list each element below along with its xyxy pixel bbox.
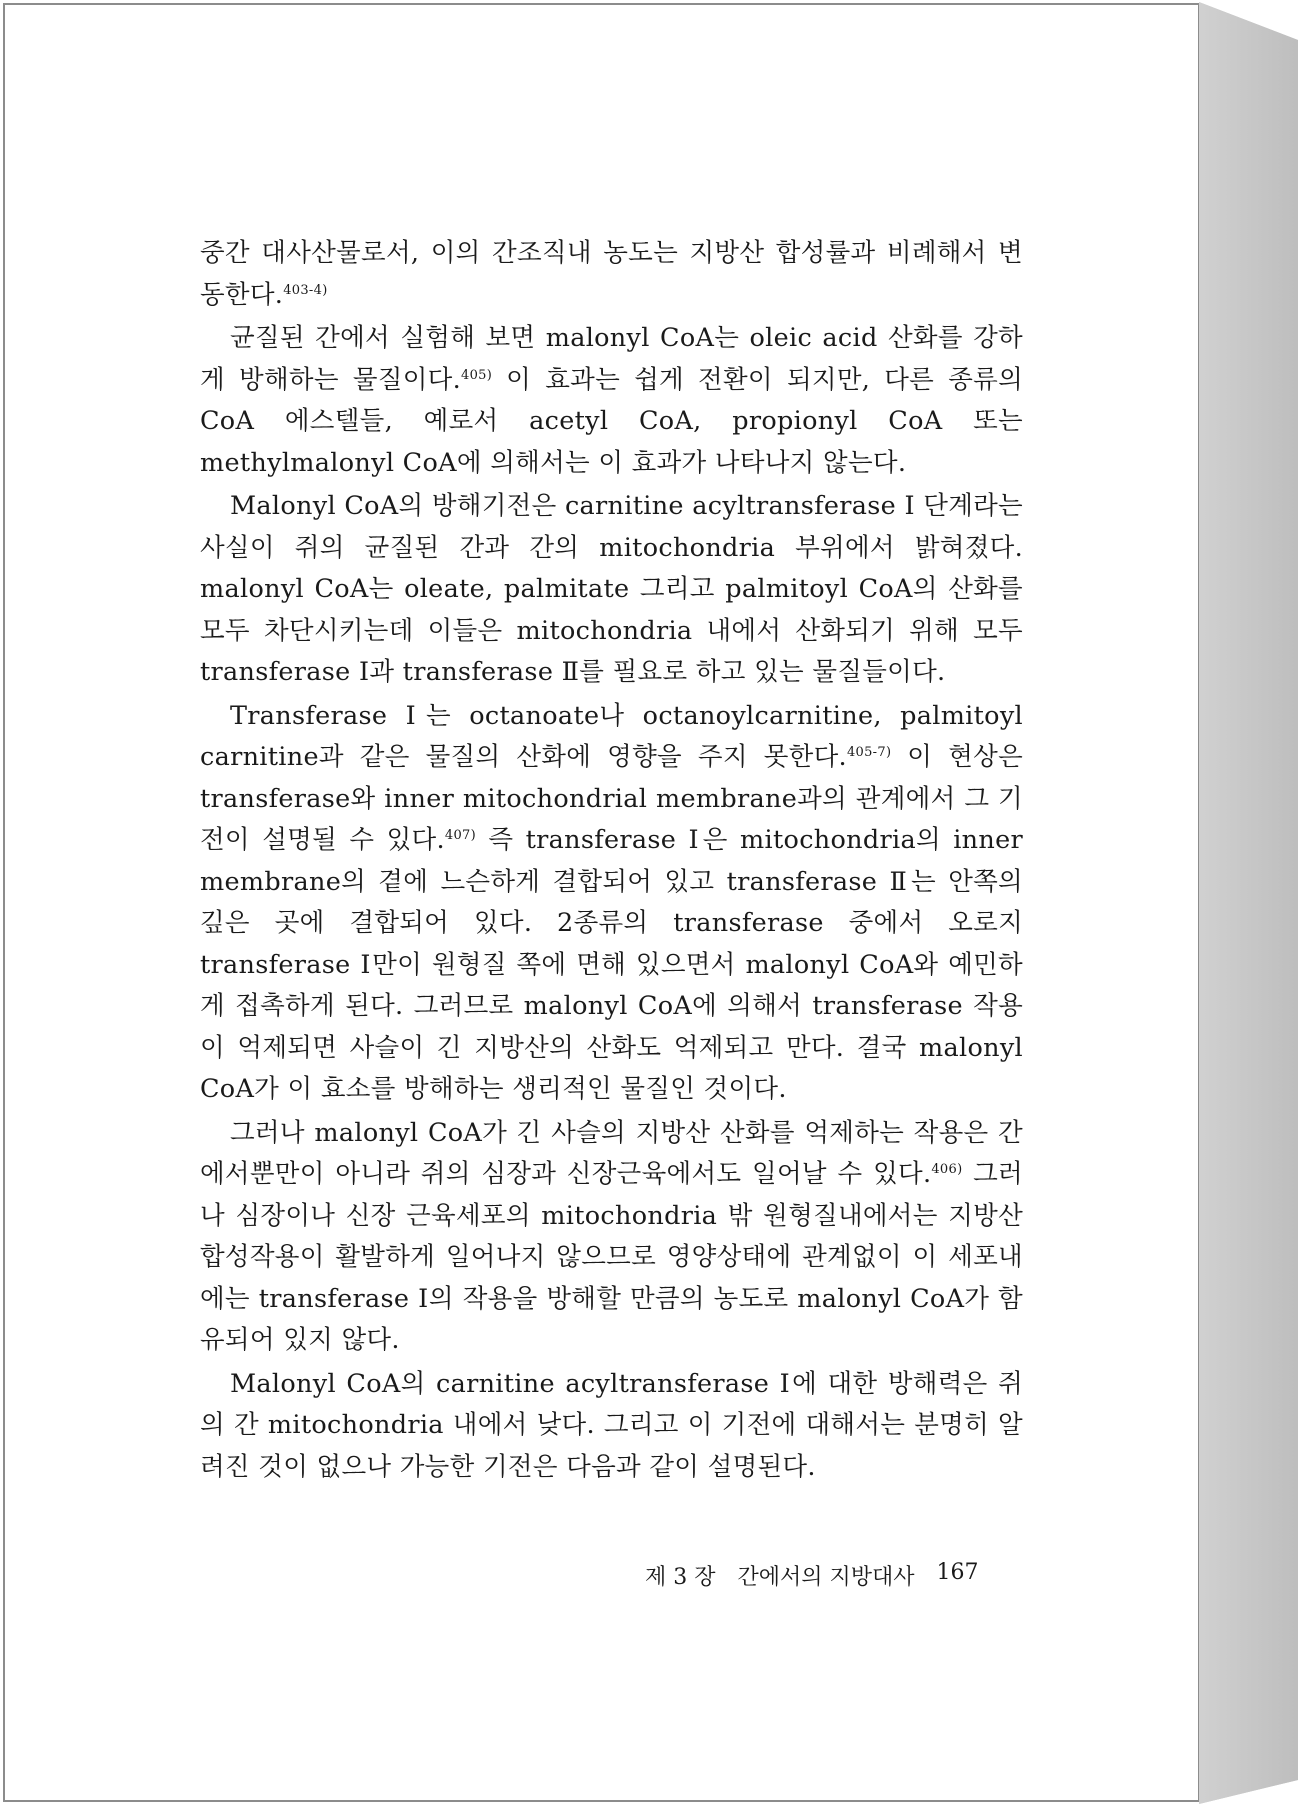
- page-number: 167: [936, 1560, 979, 1585]
- paragraph-4: Transferase Ⅰ는 octanoate나 octanoylcarnitine, palmitoyl carnitine과 같은 물질의 산화에 영향을 주지 못한다.$^{405-7)}$ 이 현상은 transferase와 inner mitochondrial membrane과의 관계에서 그 기전이 설명될 수 있다.$^{407)}$ 즉 transferase Ⅰ은 mitochondria의 inner membrane의 곁에 느슨하게 결합되어 있고 transferase Ⅱ는 안쪽의 깊은 곳에 결합되어 있다. 2종류의 transferase 중에서 오로지 transferase Ⅰ만이 원형질 쪽에 면해 있으면서 malonyl CoA와 예민하게 접촉하게 된다. 그러므로 malonyl CoA에 의해서 transferase 작용이 억제되면 사슬이 긴 지방산의 산화도 억제되고 만다. 결국 malonyl CoA가 이 효소를 방해하는 생리적인 물질인 것이다.: [200, 700, 1024, 1104]
- page-stack-shading: [1199, 0, 1298, 1806]
- page-footer: [645, 1560, 1025, 1591]
- paragraph-2: 균질된 간에서 실험해 보면 malonyl CoA는 oleic acid 산화를 강하게 방해하는 물질이다.$^{405)}$ 이 효과는 쉽게 전환이 되지만, 다른 종류의 CoA 에스텔들, 예로서 acetyl CoA, propionyl CoA 또는 methylmalonyl CoA에 의해서는 이 효과가 나타나지 않는다.: [200, 323, 1024, 478]
- body-text: [200, 233, 1023, 1490]
- reference-mark: 405): [461, 367, 493, 383]
- paragraph-1: 중간 대사산물로서, 이의 간조직내 농도는 지방산 합성률과 비례해서 변동한다.$^{403-4)}$: [200, 238, 1023, 310]
- reference-mark: 405-7): [846, 745, 892, 760]
- paragraph-5: 그러나 malonyl CoA가 긴 사슬의 지방산 산화를 억제하는 작용은 간에서뿐만이 아니라 쥐의 심장과 신장근육에서도 일어날 수 있다.$^{406)}$ 그러나 심장이나 신장 근육세포의 mitochondria 밖 원형질내에서는 지방산 합성작용이 활발하게 일어나지 않으므로 영양상태에 관계없이 이 세포내에는 transferase Ⅰ의 작용을 방해할 만큼의 농도로 malonyl CoA가 함유되어 있지 않다.: [200, 1117, 1023, 1355]
- reference-mark: 407): [444, 828, 476, 843]
- paragraph-6: Malonyl CoA의 carnitine acyltransferase Ⅰ에 대한 방해력은 쥐의 간 mitochondria 내에서 낮다. 그리고 이 기전에 대해서는 분명히 알려진 것이 없으나 가능한 기전은 다음과 같이 설명된다.: [200, 1368, 1023, 1482]
- reference-mark: 406): [931, 1162, 963, 1177]
- reference-mark: 403-4): [283, 282, 328, 298]
- book-page: [3, 3, 1200, 1802]
- chapter-label: 제 3 장: [645, 1565, 716, 1590]
- paragraph-3: Malonyl CoA의 방해기전은 carnitine acyltransferase Ⅰ 단계라는 사실이 쥐의 균질된 간과 간의 mitochondria 부위에서 밝혀졌다. malonyl CoA는 oleate, palmitate 그리고 palmitoyl CoA의 산화를 모두 차단시키는데 이들은 mitochondria 내에서 산화되기 위해 모두 transferase Ⅰ과 transferase Ⅱ를 필요로 하고 있는 물질들이다.: [200, 491, 1023, 687]
- chapter-title: 간에서의 지방대사: [737, 1565, 915, 1590]
